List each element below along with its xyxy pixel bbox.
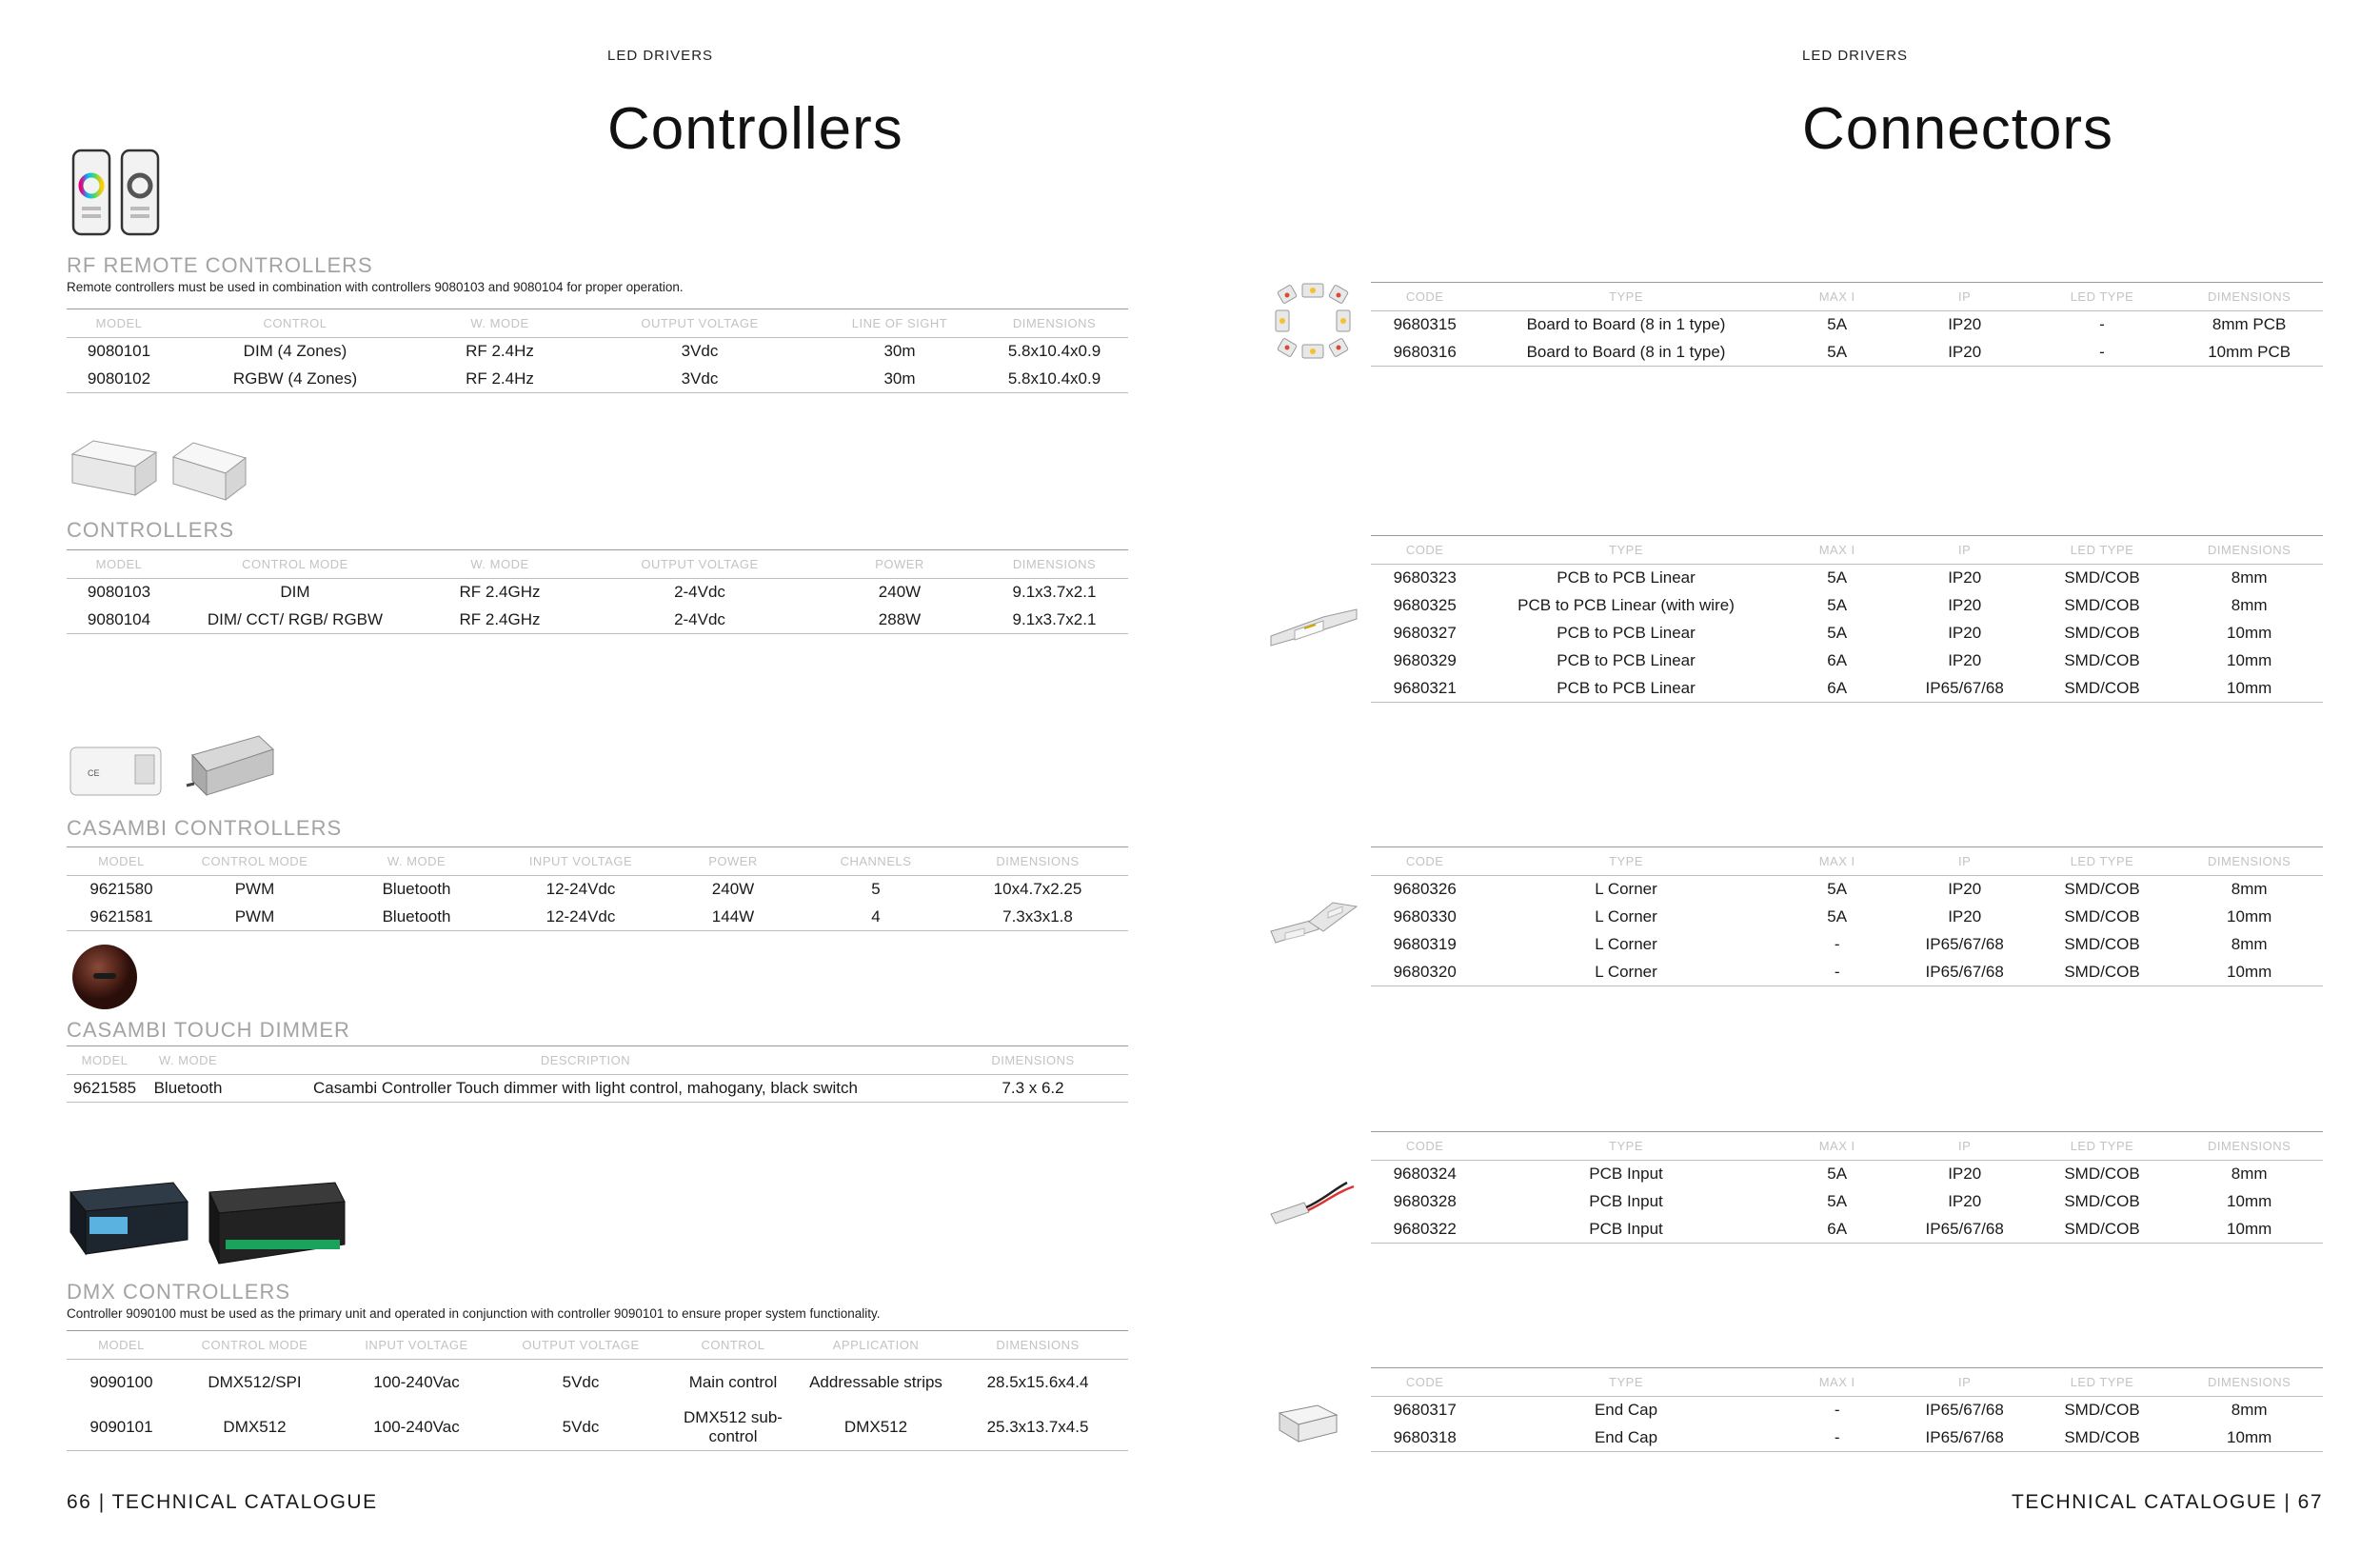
svg-text:CE: CE: [88, 768, 100, 778]
table-row: [1371, 876, 2323, 904]
table-cell: 30m: [883, 342, 916, 361]
controllers-table: [67, 549, 1128, 634]
column-header: IP: [1901, 1368, 2029, 1397]
table-cell: 10mm: [2227, 651, 2272, 669]
board-connector-image: [1266, 274, 1361, 374]
table-row: [1371, 959, 2323, 986]
column-header: DIMENSIONS: [2175, 283, 2323, 311]
table-cell: Main control: [688, 1372, 778, 1391]
table-cell: IP20: [1901, 339, 2029, 367]
table-cell: -: [1834, 935, 1840, 953]
table-cell: 3Vdc: [581, 366, 819, 393]
table-cell: 9680321: [1371, 675, 1478, 703]
table-cell: DMX512: [176, 1405, 333, 1451]
table-cell: Addressable strips: [809, 1372, 942, 1391]
table-cell: RF 2.4Hz: [466, 342, 534, 361]
table-row: [1371, 904, 2323, 931]
controllers-heading: CONTROLLERS: [67, 518, 235, 542]
column-header: CODE: [1371, 1368, 1478, 1397]
table-cell: -: [1774, 959, 1901, 986]
table-row: [67, 904, 1128, 931]
table-cell: 6A: [1774, 675, 1901, 703]
column-header: MAX I: [1774, 283, 1901, 311]
table-cell: IP20: [1948, 596, 1982, 614]
column-header: MAX I: [1774, 536, 1901, 565]
table-cell: 30m: [819, 366, 981, 393]
table-cell: 10mm PCB: [2175, 339, 2323, 367]
column-header: MODEL: [67, 550, 171, 579]
column-header: MODEL: [67, 309, 171, 338]
table-cell: 9080101: [87, 342, 151, 361]
casambi-heading: CASAMBI CONTROLLERS: [67, 816, 343, 840]
table-row: [1371, 592, 2323, 620]
table-cell: SMD/COB: [2064, 907, 2140, 926]
rf-heading: RF REMOTE CONTROLLERS: [67, 253, 373, 277]
column-header: CODE: [1371, 283, 1478, 311]
table-cell: 5A: [1827, 596, 1848, 614]
table-cell: 240W: [878, 583, 922, 602]
table-cell: 9680328: [1393, 1192, 1457, 1210]
page-footer-left: 66 | TECHNICAL CATALOGUE: [67, 1491, 378, 1513]
table-cell: PCB to PCB Linear (with wire): [1517, 596, 1735, 614]
table-cell: 9080104: [67, 607, 171, 634]
table-row: [67, 1360, 1128, 1405]
table-row: [1371, 931, 2323, 959]
column-header: DIMENSIONS: [2175, 1132, 2323, 1161]
column-header: INPUT VOLTAGE: [500, 847, 662, 876]
column-header: LED TYPE: [2029, 1368, 2176, 1397]
table-cell: IP20: [1948, 651, 1982, 669]
table-cell: 12-24Vdc: [545, 880, 616, 899]
table-row: [1371, 1216, 2323, 1244]
table-cell: 8mm: [2231, 568, 2268, 587]
table-cell: 9680319: [1393, 935, 1457, 953]
table-cell: SMD/COB: [2064, 596, 2140, 614]
rf-remote-image: [70, 148, 166, 243]
table-cell: IP20: [1948, 1192, 1982, 1210]
table-cell: IP65/67/68: [1925, 1401, 2004, 1420]
table-cell: 9680318: [1371, 1424, 1478, 1452]
table-cell: IP20: [1948, 1165, 1982, 1184]
table-cell: DIM (4 Zones): [243, 342, 347, 361]
column-header: CODE: [1371, 847, 1478, 876]
column-header: MODEL: [67, 847, 176, 876]
dmx-table: [67, 1330, 1128, 1451]
table-row: [1371, 620, 2323, 647]
table-cell: 10mm: [2227, 1192, 2272, 1210]
table-row: [1371, 647, 2323, 675]
column-header: TYPE: [1478, 283, 1773, 311]
table-row: [1371, 1161, 2323, 1188]
column-header: MAX I: [1774, 1132, 1901, 1161]
table-cell: 5A: [1827, 624, 1848, 642]
table-cell: PCB Input: [1589, 1192, 1663, 1210]
table-cell: 10mm: [2227, 907, 2272, 926]
column-header: MAX I: [1774, 847, 1901, 876]
corner-connector-table: [1371, 846, 2323, 986]
table-cell: Bluetooth: [382, 880, 451, 899]
table-cell: 9680315: [1393, 315, 1457, 334]
table-row: [1371, 1188, 2323, 1216]
table-cell: 10mm: [2175, 675, 2323, 703]
table-cell: 9680324: [1393, 1165, 1457, 1184]
column-header: TYPE: [1478, 536, 1773, 565]
table-cell: 8mm: [2231, 596, 2268, 614]
table-cell: IP20: [1948, 315, 1982, 334]
column-header: CONTROL MODE: [176, 1331, 333, 1360]
casambi-image: [69, 728, 278, 809]
table-cell: 5A: [1827, 1165, 1848, 1184]
page-kicker: LED DRIVERS: [607, 48, 714, 64]
table-cell: 10x4.7x2.25: [993, 880, 1082, 899]
table-cell: 5A: [1827, 568, 1848, 587]
column-header: CONTROL: [662, 1331, 804, 1360]
column-header: W. MODE: [419, 309, 581, 338]
table-cell: 7.3 x 6.2: [938, 1075, 1128, 1103]
table-cell: SMD/COB: [2029, 1424, 2176, 1452]
table-cell: 8mm: [2231, 1165, 2268, 1184]
table-cell: PCB to PCB Linear: [1557, 568, 1696, 587]
table-row: [1371, 1397, 2323, 1424]
table-cell: End Cap: [1594, 1401, 1658, 1420]
table-cell: 2-4Vdc: [674, 583, 725, 602]
dmx-note: Controller 9090100 must be used as the primary unit and operated in conjunction with controller 9090101 to ensure proper system functionality.: [67, 1306, 881, 1321]
column-header: W. MODE: [143, 1046, 233, 1075]
table-cell: 8mm PCB: [2211, 315, 2287, 334]
column-header: IP: [1901, 283, 2029, 311]
table-cell: 5A: [1827, 907, 1848, 926]
column-header: OUTPUT VOLTAGE: [581, 550, 819, 579]
table-cell: SMD/COB: [2064, 624, 2140, 642]
table-cell: 5A: [1827, 1192, 1848, 1210]
table-cell: DMX512: [804, 1405, 947, 1451]
table-cell: 5Vdc: [500, 1405, 662, 1451]
table-cell: 9680325: [1393, 596, 1457, 614]
column-header: LED TYPE: [2029, 536, 2176, 565]
rf-table: [67, 309, 1128, 393]
table-cell: IP65/67/68: [1901, 1424, 2029, 1452]
table-cell: Board to Board (8 in 1 type): [1478, 339, 1773, 367]
column-header: DIMENSIONS: [947, 1331, 1128, 1360]
table-cell: PWM: [234, 880, 275, 899]
column-header: CONTROL MODE: [171, 550, 419, 579]
table-cell: 9680329: [1393, 651, 1457, 669]
table-cell: 5.8x10.4x0.9: [981, 366, 1128, 393]
table-row: [67, 1075, 1128, 1103]
table-cell: 9680330: [1393, 907, 1457, 926]
table-cell: SMD/COB: [2029, 1216, 2176, 1244]
column-header: POWER: [819, 550, 981, 579]
table-cell: PWM: [176, 904, 333, 931]
dmx-image: [69, 1173, 354, 1273]
table-cell: PCB Input: [1478, 1216, 1773, 1244]
table-row: [67, 876, 1128, 904]
table-cell: 9680320: [1371, 959, 1478, 986]
table-cell: 288W: [819, 607, 981, 634]
board-connector-table: [1371, 282, 2323, 367]
table-cell: Bluetooth: [333, 904, 500, 931]
table-cell: 9090101: [67, 1405, 176, 1451]
table-row: [1371, 311, 2323, 339]
table-cell: 9621585: [67, 1075, 143, 1103]
table-cell: 9090100: [89, 1372, 153, 1391]
table-cell: 240W: [711, 880, 755, 899]
column-header: APPLICATION: [804, 1331, 947, 1360]
table-cell: 8mm: [2231, 1401, 2268, 1420]
touch-table: [67, 1045, 1128, 1103]
table-row: [1371, 339, 2323, 367]
table-cell: Board to Board (8 in 1 type): [1526, 315, 1726, 334]
table-cell: DIM: [280, 583, 310, 602]
column-header: POWER: [662, 847, 804, 876]
table-row: [1371, 675, 2323, 703]
table-cell: IP65/67/68: [1901, 675, 2029, 703]
table-cell: IP20: [1948, 880, 1982, 899]
column-header: IP: [1901, 536, 2029, 565]
column-header: CODE: [1371, 1132, 1478, 1161]
table-cell: PCB to PCB Linear: [1478, 675, 1773, 703]
column-header: MODEL: [67, 1046, 143, 1075]
table-cell: 4: [804, 904, 947, 931]
table-cell: 100-240Vac: [333, 1405, 500, 1451]
table-cell: 7.3x3x1.8: [947, 904, 1128, 931]
column-header: DIMENSIONS: [2175, 847, 2323, 876]
table-cell: SMD/COB: [2064, 880, 2140, 899]
column-header: LED TYPE: [2029, 283, 2176, 311]
table-cell: 10mm: [2175, 1424, 2323, 1452]
table-row: [67, 366, 1128, 393]
table-cell: PCB to PCB Linear: [1557, 651, 1696, 669]
corner-connector-image: [1266, 893, 1361, 965]
table-cell: Casambi Controller Touch dimmer with light control, mahogany, black switch: [233, 1075, 938, 1103]
table-cell: -: [2099, 315, 2105, 334]
table-cell: IP20: [1948, 624, 1982, 642]
column-header: MAX I: [1774, 1368, 1901, 1397]
table-cell: IP65/67/68: [1901, 959, 2029, 986]
column-header: DIMENSIONS: [938, 1046, 1128, 1075]
table-cell: 12-24Vdc: [500, 904, 662, 931]
table-cell: RF 2.4GHz: [459, 583, 541, 602]
controller-image: [69, 433, 259, 514]
table-cell: -: [2029, 339, 2176, 367]
table-cell: SMD/COB: [2064, 651, 2140, 669]
table-cell: 9680322: [1371, 1216, 1478, 1244]
column-header: CHANNELS: [804, 847, 947, 876]
column-header: W. MODE: [419, 550, 581, 579]
table-cell: 5A: [1774, 339, 1901, 367]
table-cell: 9621580: [89, 880, 153, 899]
table-cell: 10mm: [2227, 624, 2272, 642]
table-cell: L Corner: [1595, 880, 1657, 899]
end-cap-image: [1276, 1400, 1342, 1452]
table-cell: End Cap: [1478, 1424, 1773, 1452]
table-cell: 5A: [1827, 880, 1848, 899]
column-header: CONTROL MODE: [176, 847, 333, 876]
page-title: Controllers: [607, 96, 903, 162]
table-row: [67, 607, 1128, 634]
table-cell: 5: [871, 880, 881, 899]
table-cell: 10mm: [2175, 1216, 2323, 1244]
column-header: OUTPUT VOLTAGE: [581, 309, 819, 338]
table-cell: PCB to PCB Linear: [1557, 624, 1696, 642]
rf-note: Remote controllers must be used in combination with controllers 9080103 and 9080104 for proper operation.: [67, 280, 684, 294]
table-cell: 9680316: [1371, 339, 1478, 367]
table-cell: 2-4Vdc: [581, 607, 819, 634]
table-cell: SMD/COB: [2064, 1165, 2140, 1184]
table-cell: 9080102: [67, 366, 171, 393]
input-connector-image: [1266, 1171, 1361, 1243]
table-cell: 3Vdc: [681, 342, 719, 361]
column-header: LED TYPE: [2029, 1132, 2176, 1161]
table-cell: L Corner: [1478, 959, 1773, 986]
column-header: TYPE: [1478, 847, 1773, 876]
table-cell: L Corner: [1595, 935, 1657, 953]
table-cell: 9680326: [1393, 880, 1457, 899]
dmx-heading: DMX CONTROLLERS: [67, 1280, 291, 1304]
table-cell: SMD/COB: [2029, 959, 2176, 986]
table-cell: 9.1x3.7x2.1: [1012, 583, 1097, 602]
table-cell: SMD/COB: [2064, 1401, 2140, 1420]
column-header: CONTROL: [171, 309, 419, 338]
table-cell: DMX512 sub-control: [662, 1405, 804, 1451]
table-cell: RF 2.4Hz: [419, 366, 581, 393]
table-cell: 6A: [1774, 1216, 1901, 1244]
casambi-table: [67, 846, 1128, 931]
table-cell: L Corner: [1595, 907, 1657, 926]
page-title: Connectors: [1802, 96, 2114, 162]
column-header: DIMENSIONS: [981, 550, 1128, 579]
table-cell: 25.3x13.7x4.5: [947, 1405, 1128, 1451]
table-cell: RF 2.4GHz: [419, 607, 581, 634]
linear-connector-table: [1371, 535, 2323, 703]
table-cell: 9080103: [87, 583, 151, 602]
table-cell: IP20: [1948, 907, 1982, 926]
right-page: [1190, 0, 2380, 1553]
table-cell: 8mm: [2231, 935, 2268, 953]
table-cell: SMD/COB: [2029, 675, 2176, 703]
table-row: [67, 579, 1128, 607]
column-header: INPUT VOLTAGE: [333, 1331, 500, 1360]
table-cell: 5A: [1827, 315, 1848, 334]
table-cell: 6A: [1827, 651, 1848, 669]
table-cell: 100-240Vac: [373, 1372, 460, 1391]
table-cell: SMD/COB: [2064, 568, 2140, 587]
table-cell: DMX512/SPI: [208, 1372, 302, 1391]
table-cell: 9621581: [67, 904, 176, 931]
table-cell: SMD/COB: [2064, 935, 2140, 953]
table-cell: IP20: [1948, 568, 1982, 587]
table-row: [1371, 565, 2323, 592]
end-cap-table: [1371, 1367, 2323, 1452]
table-cell: 5Vdc: [562, 1372, 600, 1391]
column-header: W. MODE: [333, 847, 500, 876]
column-header: IP: [1901, 847, 2029, 876]
linear-connector-image: [1266, 598, 1361, 660]
column-header: DIMENSIONS: [981, 309, 1128, 338]
table-row: [67, 1405, 1128, 1451]
table-cell: -: [1774, 1424, 1901, 1452]
table-row: [1371, 1424, 2323, 1452]
column-header: OUTPUT VOLTAGE: [500, 1331, 662, 1360]
column-header: LED TYPE: [2029, 847, 2176, 876]
table-cell: 9680327: [1393, 624, 1457, 642]
table-cell: 9680323: [1393, 568, 1457, 587]
table-cell: IP65/67/68: [1925, 935, 2004, 953]
table-cell: 28.5x15.6x4.4: [986, 1372, 1089, 1391]
page-kicker: LED DRIVERS: [1802, 48, 1909, 64]
table-cell: 9680317: [1393, 1401, 1457, 1420]
column-header: TYPE: [1478, 1368, 1773, 1397]
column-header: IP: [1901, 1132, 2029, 1161]
table-cell: 144W: [662, 904, 804, 931]
touch-dimmer-image: [70, 943, 139, 1016]
column-header: DIMENSIONS: [947, 847, 1128, 876]
touch-heading: CASAMBI TOUCH DIMMER: [67, 1018, 350, 1042]
table-cell: PCB Input: [1589, 1165, 1663, 1184]
table-cell: RGBW (4 Zones): [171, 366, 419, 393]
column-header: MODEL: [67, 1331, 176, 1360]
column-header: DIMENSIONS: [2175, 1368, 2323, 1397]
column-header: LINE OF SIGHT: [819, 309, 981, 338]
table-cell: IP65/67/68: [1901, 1216, 2029, 1244]
column-header: DIMENSIONS: [2175, 536, 2323, 565]
table-cell: 10mm: [2175, 959, 2323, 986]
page-footer-right: TECHNICAL CATALOGUE | 67: [2012, 1491, 2323, 1513]
table-cell: Bluetooth: [143, 1075, 233, 1103]
table-cell: 8mm: [2231, 880, 2268, 899]
table-cell: 5.8x10.4x0.9: [1007, 342, 1101, 361]
table-cell: -: [1834, 1401, 1840, 1420]
table-cell: SMD/COB: [2064, 1192, 2140, 1210]
column-header: DESCRIPTION: [233, 1046, 938, 1075]
column-header: CODE: [1371, 536, 1478, 565]
table-cell: 9.1x3.7x2.1: [981, 607, 1128, 634]
input-connector-table: [1371, 1131, 2323, 1244]
column-header: TYPE: [1478, 1132, 1773, 1161]
table-cell: DIM/ CCT/ RGB/ RGBW: [171, 607, 419, 634]
table-row: [67, 338, 1128, 366]
